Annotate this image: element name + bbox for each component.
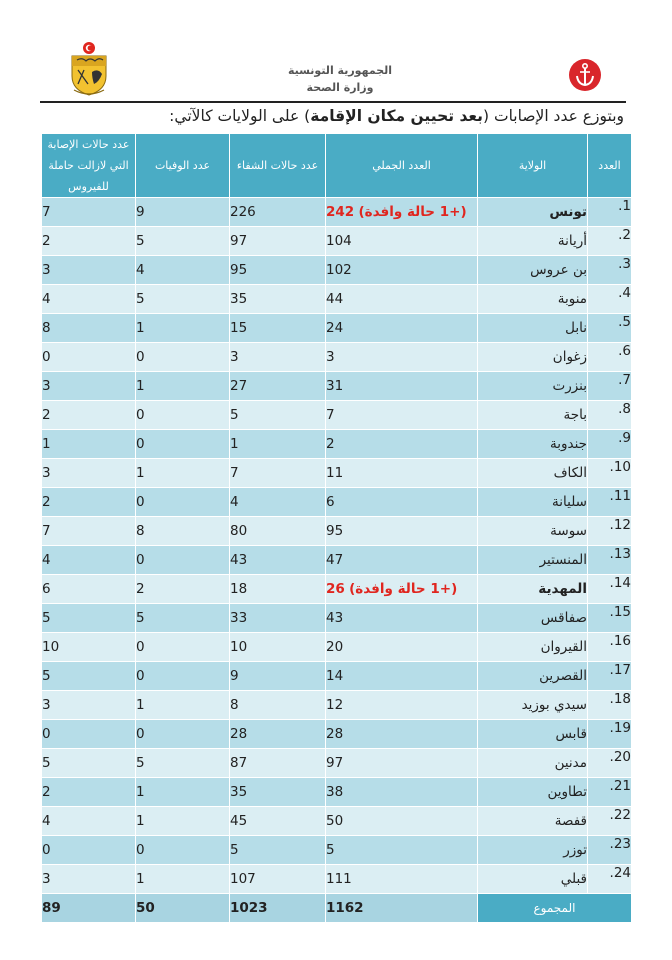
deaths-count: 4 <box>136 256 230 285</box>
active-count: 2 <box>42 227 136 256</box>
deaths-count: 1 <box>136 691 230 720</box>
row-number: 7. <box>588 372 632 401</box>
active-count: 4 <box>42 807 136 836</box>
recovered-count: 7 <box>230 459 326 488</box>
total-cases <box>326 285 478 314</box>
total-value: 43 <box>326 610 344 626</box>
row-number: 21. <box>588 778 632 807</box>
recovered-count: 107 <box>230 865 326 894</box>
deaths-count: 0 <box>136 662 230 691</box>
ministry-health-logo-icon <box>568 58 602 92</box>
page-header <box>0 0 672 104</box>
ministry-title <box>270 62 410 96</box>
totals-active: 89 <box>42 894 136 923</box>
table-row <box>42 488 632 517</box>
header-divider <box>40 101 626 103</box>
recovered-count: 4 <box>230 488 326 517</box>
ministry-name: وزارة الصحة <box>306 81 374 94</box>
governorate-name: توزر <box>478 836 588 865</box>
deaths-count: 5 <box>136 749 230 778</box>
table-row <box>42 401 632 430</box>
active-count: 5 <box>42 749 136 778</box>
total-value: 242 <box>326 204 355 220</box>
row-number: 14. <box>588 575 632 604</box>
table-row <box>42 430 632 459</box>
total-cases <box>326 778 478 807</box>
intro-text <box>160 107 624 125</box>
deaths-count: 0 <box>136 720 230 749</box>
recovered-count: 27 <box>230 372 326 401</box>
active-count: 4 <box>42 285 136 314</box>
recovered-count: 35 <box>230 778 326 807</box>
row-number: 15. <box>588 604 632 633</box>
total-cases <box>326 633 478 662</box>
recovered-count: 18 <box>230 575 326 604</box>
governorate-name: باجة <box>478 401 588 430</box>
total-value: 12 <box>326 697 344 713</box>
total-cases <box>326 836 478 865</box>
total-value: 50 <box>326 813 344 829</box>
intro-before: وبتوزع عدد الإصابات ( <box>483 107 624 125</box>
row-number: 2. <box>588 227 632 256</box>
active-count: 0 <box>42 836 136 865</box>
governorate-name: الكاف <box>478 459 588 488</box>
recovered-count: 33 <box>230 604 326 633</box>
deaths-count: 9 <box>136 198 230 227</box>
recovered-count: 87 <box>230 749 326 778</box>
table-row <box>42 256 632 285</box>
totals-deaths: 50 <box>136 894 230 923</box>
table-row <box>42 633 632 662</box>
total-cases <box>326 256 478 285</box>
totals-recovered: 1023 <box>230 894 326 923</box>
total-cases <box>326 575 478 604</box>
arrival-case-note: (+1 حالة وافدة) <box>349 581 458 597</box>
table-row <box>42 198 632 227</box>
governorate-name: مدنين <box>478 749 588 778</box>
active-count: 5 <box>42 604 136 633</box>
table-row <box>42 604 632 633</box>
header-total: العدد الجملي <box>326 134 478 198</box>
deaths-count: 0 <box>136 430 230 459</box>
row-number: 8. <box>588 401 632 430</box>
intro-after: ) على الولايات كالآتي: <box>169 107 311 125</box>
total-cases <box>326 662 478 691</box>
total-value: 111 <box>326 871 352 887</box>
table-row <box>42 575 632 604</box>
total-value: 38 <box>326 784 344 800</box>
deaths-count: 5 <box>136 285 230 314</box>
deaths-count: 0 <box>136 836 230 865</box>
total-cases <box>326 227 478 256</box>
total-value: 24 <box>326 320 344 336</box>
deaths-count: 5 <box>136 604 230 633</box>
row-number: 19. <box>588 720 632 749</box>
total-cases <box>326 546 478 575</box>
total-cases <box>326 865 478 894</box>
active-count: 3 <box>42 865 136 894</box>
header-deaths: عدد الوفيات <box>136 134 230 198</box>
governorate-name: تونس <box>478 198 588 227</box>
governorate-name: زغوان <box>478 343 588 372</box>
total-value: 5 <box>326 842 335 858</box>
active-count: 2 <box>42 401 136 430</box>
row-number: 3. <box>588 256 632 285</box>
recovered-count: 15 <box>230 314 326 343</box>
active-count: 0 <box>42 720 136 749</box>
total-value: 104 <box>326 233 352 249</box>
active-count: 5 <box>42 662 136 691</box>
recovered-count: 97 <box>230 227 326 256</box>
row-number: 16. <box>588 633 632 662</box>
active-count: 1 <box>42 430 136 459</box>
governorate-name: صفاقس <box>478 604 588 633</box>
table-row <box>42 546 632 575</box>
row-number: 10. <box>588 459 632 488</box>
active-count: 10 <box>42 633 136 662</box>
total-cases <box>326 517 478 546</box>
table-row <box>42 343 632 372</box>
table-row <box>42 749 632 778</box>
governorate-name: تطاوين <box>478 778 588 807</box>
active-count: 3 <box>42 691 136 720</box>
row-number: 4. <box>588 285 632 314</box>
governorate-name: المنستير <box>478 546 588 575</box>
active-count: 3 <box>42 256 136 285</box>
table-row <box>42 807 632 836</box>
recovered-count: 35 <box>230 285 326 314</box>
total-value: 44 <box>326 291 344 307</box>
governorate-name: جندوبة <box>478 430 588 459</box>
recovered-count: 3 <box>230 343 326 372</box>
arrival-case-note: (+1 حالة وافدة) <box>358 204 467 220</box>
governorate-name: بن عروس <box>478 256 588 285</box>
total-cases <box>326 488 478 517</box>
total-value: 14 <box>326 668 344 684</box>
recovered-count: 45 <box>230 807 326 836</box>
table-row <box>42 778 632 807</box>
totals-total: 1162 <box>326 894 478 923</box>
total-value: 7 <box>326 407 335 423</box>
table-header-row <box>42 134 632 198</box>
governorate-name: قبلي <box>478 865 588 894</box>
governorate-name: أريانة <box>478 227 588 256</box>
row-number: 6. <box>588 343 632 372</box>
table-row <box>42 517 632 546</box>
deaths-count: 0 <box>136 546 230 575</box>
governorate-name: منوبة <box>478 285 588 314</box>
tunisia-coat-of-arms-icon <box>68 40 110 96</box>
row-number: 18. <box>588 691 632 720</box>
total-value: 11 <box>326 465 344 481</box>
deaths-count: 2 <box>136 575 230 604</box>
total-value: 6 <box>326 494 335 510</box>
total-cases <box>326 459 478 488</box>
active-count: 7 <box>42 517 136 546</box>
total-value: 95 <box>326 523 344 539</box>
recovered-count: 80 <box>230 517 326 546</box>
deaths-count: 0 <box>136 488 230 517</box>
active-count: 2 <box>42 778 136 807</box>
deaths-count: 5 <box>136 227 230 256</box>
active-count: 0 <box>42 343 136 372</box>
total-cases <box>326 343 478 372</box>
recovered-count: 9 <box>230 662 326 691</box>
governorate-name: سوسة <box>478 517 588 546</box>
governorate-name: بنزرت <box>478 372 588 401</box>
header-gov: الولاية <box>478 134 588 198</box>
totals-label: المجموع <box>478 894 632 923</box>
total-cases <box>326 604 478 633</box>
table-row <box>42 865 632 894</box>
governorate-name: قفصة <box>478 807 588 836</box>
governorate-name: المهدية <box>478 575 588 604</box>
deaths-count: 1 <box>136 372 230 401</box>
total-value: 28 <box>326 726 344 742</box>
total-cases <box>326 430 478 459</box>
total-cases <box>326 198 478 227</box>
recovered-count: 43 <box>230 546 326 575</box>
governorate-table <box>41 133 632 923</box>
republic-name: الجمهورية التونسية <box>287 64 393 77</box>
governorate-name: سليانة <box>478 488 588 517</box>
total-cases <box>326 691 478 720</box>
header-active: عدد حالات الإصابة التي لازالت حاملة للفيروس <box>42 134 136 198</box>
active-count: 2 <box>42 488 136 517</box>
deaths-count: 1 <box>136 778 230 807</box>
governorate-name: القيروان <box>478 633 588 662</box>
table-row <box>42 372 632 401</box>
total-value: 102 <box>326 262 352 278</box>
total-value: 26 <box>326 581 345 597</box>
total-cases <box>326 372 478 401</box>
row-number: 1. <box>588 198 632 227</box>
row-number: 24. <box>588 865 632 894</box>
active-count: 7 <box>42 198 136 227</box>
active-count: 8 <box>42 314 136 343</box>
total-cases <box>326 807 478 836</box>
recovered-count: 5 <box>230 836 326 865</box>
active-count: 6 <box>42 575 136 604</box>
active-count: 3 <box>42 372 136 401</box>
governorate-name: سيدي بوزيد <box>478 691 588 720</box>
table-row <box>42 314 632 343</box>
total-value: 2 <box>326 436 335 452</box>
deaths-count: 1 <box>136 865 230 894</box>
row-number: 11. <box>588 488 632 517</box>
table-row <box>42 662 632 691</box>
recovered-count: 1 <box>230 430 326 459</box>
deaths-count: 0 <box>136 401 230 430</box>
row-number: 23. <box>588 836 632 865</box>
deaths-count: 0 <box>136 343 230 372</box>
total-cases <box>326 401 478 430</box>
total-cases <box>326 720 478 749</box>
total-value: 31 <box>326 378 344 394</box>
row-number: 20. <box>588 749 632 778</box>
total-cases <box>326 749 478 778</box>
header-recovered: عدد حالات الشفاء <box>230 134 326 198</box>
table-row <box>42 285 632 314</box>
row-number: 22. <box>588 807 632 836</box>
row-number: 9. <box>588 430 632 459</box>
active-count: 3 <box>42 459 136 488</box>
row-number: 12. <box>588 517 632 546</box>
table-row <box>42 836 632 865</box>
deaths-count: 1 <box>136 314 230 343</box>
intro-bold: بعد تحيين مكان الإقامة <box>310 107 483 125</box>
governorate-name: قابس <box>478 720 588 749</box>
governorate-name: القصرين <box>478 662 588 691</box>
governorate-name: نابل <box>478 314 588 343</box>
deaths-count: 1 <box>136 807 230 836</box>
total-value: 20 <box>326 639 344 655</box>
total-value: 97 <box>326 755 344 771</box>
table-row <box>42 691 632 720</box>
recovered-count: 10 <box>230 633 326 662</box>
recovered-count: 95 <box>230 256 326 285</box>
table-row <box>42 459 632 488</box>
deaths-count: 0 <box>136 633 230 662</box>
totals-row <box>42 894 632 923</box>
recovered-count: 28 <box>230 720 326 749</box>
total-value: 47 <box>326 552 344 568</box>
table-row <box>42 720 632 749</box>
recovered-count: 5 <box>230 401 326 430</box>
total-cases <box>326 314 478 343</box>
header-num: العدد <box>588 134 632 198</box>
row-number: 17. <box>588 662 632 691</box>
recovered-count: 226 <box>230 198 326 227</box>
recovered-count: 8 <box>230 691 326 720</box>
active-count: 4 <box>42 546 136 575</box>
table-row <box>42 227 632 256</box>
row-number: 5. <box>588 314 632 343</box>
deaths-count: 8 <box>136 517 230 546</box>
total-value: 3 <box>326 349 335 365</box>
row-number: 13. <box>588 546 632 575</box>
deaths-count: 1 <box>136 459 230 488</box>
